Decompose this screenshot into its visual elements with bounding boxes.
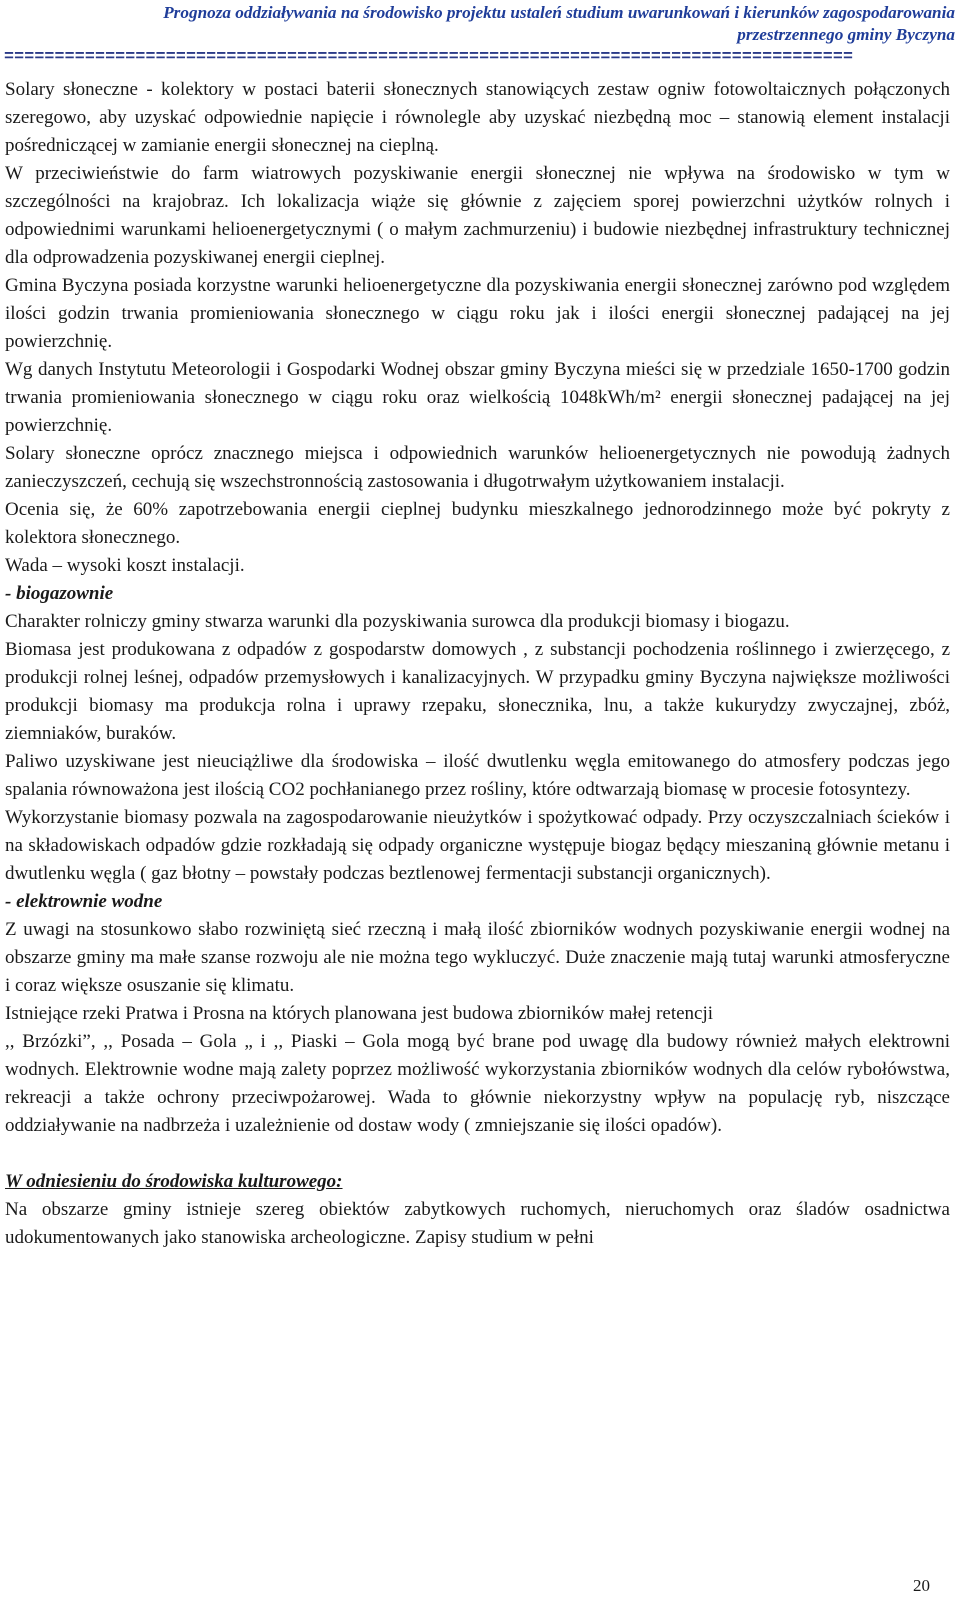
paragraph-cultural-objects: Na obszarze gminy istnieje szereg obiektów zabytkowych ruchomych, nieruchomych oraz śladów osadnictwa udokumentowanych jako stanowiska archeologiczne. Zapisy studium w pełni [5,1199,950,1248]
document-header [0,2,955,46]
heading-hydropower: - elektrownie wodne [5,891,163,912]
document-body [5,76,950,1252]
paragraph-biomass-usage: Wykorzystanie biomasy pozwala na zagospodarowanie nieużytków i spożytkować odpady. Przy oczyszczalniach ścieków i na składowiskach odpadów gdzie rozkładają się odpady organiczne występuje biogaz będący mieszaniną głównie metanu i dwutlenku węgla ( gaz błotny – powstały podczas beztlenowej fermentacji substancji organicznych). [5,807,950,884]
page-number: 20 [913,1576,930,1595]
paragraph-water-energy: Z uwagi na stosunkowo słabo rozwiniętą sieć rzeczną i małą ilość zbiorników wodnych pozyskiwanie energii wodnej na obszarze gminy ma małe szanse rozwoju ale nie można tego wykluczyć. Duże znaczenie mają tutaj warunki atmosferyczne i coraz większe osuszanie się klimatu. [5,919,950,996]
paragraph-reservoirs: ,, Brzózki”, ,, Posada – Gola „ i ,, Piaski – Gola mogą być brane pod uwagę dla budowy również małych elektrowni wodnych. Elektrownie wodne mają zalety poprzez możliwość wykorzystania zbiorników wodnych dla celów rybołówstwa, rekreacji a także ochrony przeciwpożarowej. Wada to głównie niekorzystny wpływ na populację ryb, niszczące oddziaływanie na nadbrzeża i uzależnienie od dostaw wody ( zmniejszanie się ilości opadów). [5,1031,950,1136]
heading-biogas: - biogazownie [5,583,114,604]
header-separator: ==================================================================================== [4,48,854,66]
paragraph-solar-disadvantage: Wada – wysoki koszt instalacji. [5,555,245,576]
paragraph-agricultural-character: Charakter rolniczy gminy stwarza warunki dla pozyskiwania surowca dla produkcji biomasy i biogazu. [5,611,790,632]
paragraph-helioenergetic-conditions: Gmina Byczyna posiada korzystne warunki helioenergetyczne dla pozyskiwania energii słonecznej zarówno pod względem ilości godzin trwania promieniowania słonecznego w ciągu roku jak i ilości energii słonecznej padającej na jej powierzchnię. [5,275,950,352]
paragraph-heat-demand-share: Ocenia się, że 60% zapotrzebowania energii cieplnej budynku mieszkalnego jednorodzinnego może być pokryty z kolektora słonecznego. [5,499,950,548]
paragraph-solar-collectors: Solary słoneczne - kolektory w postaci baterii słonecznych stanowiących zestaw ogniw fotowoltaicznych połączonych szeregowo, aby uzyskać odpowiednie napięcie i równolegle aby uzyskać niezbędną moc – stanowią element instalacji pośredniczącej w zamianie energii słonecznej na cieplną. [5,79,950,156]
paragraph-fuel-emissions: Paliwo uzyskiwane jest nieuciążliwe dla środowiska – ilość dwutlenku węgla emitowanego do atmosfery podczas jego spalania równoważona jest ilością CO2 pochłanianego przez rośliny, które odtwarzają biomasę w procesie fotosyntezy. [5,751,950,800]
paragraph-solar-advantages: Solary słoneczne oprócz znacznego miejsca i odpowiednich warunków helioenergetycznych nie powodują żadnych zanieczyszczeń, cechują się wszechstronnością zastosowania i długotrwałym użytkowaniem instalacji. [5,443,950,492]
heading-cultural-environment: W odniesieniu do środowiska kulturowego: [5,1171,343,1192]
paragraph-solar-vs-wind: W przeciwieństwie do farm wiatrowych pozyskiwanie energii słonecznej nie wpływa na środowisko w tym w szczególności na krajobraz. Ich lokalizacja wiąże się głównie z zajęciem sporej powierzchni użytków rolnych i odpowiednimi warunkami helioenergetycznymi ( o małym zachmurzeniu) i budowie niezbędnej infrastruktury technicznej dla odprowadzenia pozyskiwanej energii cieplnej. [5,163,950,268]
paragraph-rivers-intro: Istniejące rzeki Pratwa i Prosna na których planowana jest budowa zbiorników małej retencji [5,1003,714,1024]
paragraph-biomass-sources: Biomasa jest produkowana z odpadów z gospodarstw domowych , z substancji pochodzenia roślinnego i zwierzęcego, z produkcji rolnej leśnej, odpadów przemysłowych i kanalizacyjnych. W przypadku gminy Byczyna największe możliwości produkcji biomasy ma produkcja rolna i uprawy rzepaku, słonecznika, lnu, a także kukurydzy zwyczajnej, zbóż, ziemniaków, buraków. [5,639,950,744]
paragraph-imgw-data: Wg danych Instytutu Meteorologii i Gospodarki Wodnej obszar gminy Byczyna mieści się w przedziale 1650-1700 godzin trwania promieniowania słonecznego w ciągu roku oraz wielkością 1048kWh/m² energii słonecznej padającej na jej powierzchnię. [5,359,950,436]
header-title-line-1: Prognoza oddziaływania na środowisko projektu ustaleń studium uwarunkowań i kierunków zagospodarowania [163,3,955,22]
header-title-line-2: przestrzennego gminy Byczyna [737,25,955,44]
